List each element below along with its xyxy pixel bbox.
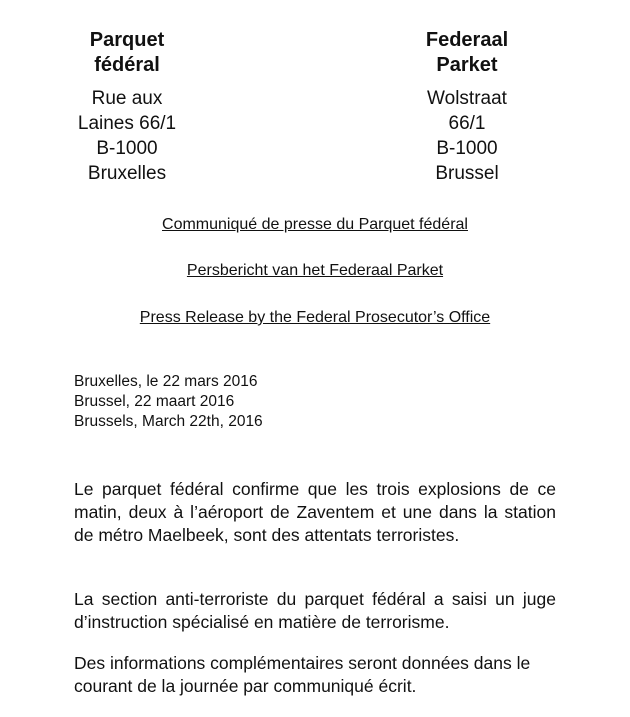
address-line: Rue aux: [91, 88, 163, 109]
org-name-line: fédéral: [94, 54, 160, 76]
dateline-english: Brussels, March 22th, 2016: [74, 413, 263, 430]
dateline-block: [74, 372, 263, 432]
body-paragraph-2: La section anti-terroriste du parquet fédéral a saisi un juge d’instruction spécialisé en matière de terrorisme.: [74, 589, 556, 632]
title-english: Press Release by the Federal Prosecutor’s Office: [139, 309, 491, 326]
org-name-line: Federaal: [425, 29, 509, 51]
title-french: Communiqué de presse du Parquet fédéral: [162, 216, 468, 233]
org-name-french: [52, 28, 202, 78]
org-name-line: Parquet: [89, 29, 165, 51]
org-name-line: Parket: [436, 54, 498, 76]
address-french: [52, 86, 202, 186]
address-line: 66/1: [448, 113, 486, 134]
dateline-dutch: Brussel, 22 maart 2016: [74, 393, 235, 410]
address-line: Brussel: [435, 163, 499, 184]
title-dutch: Persbericht van het Federaal Parket: [186, 262, 444, 279]
dateline-french: Bruxelles, le 22 mars 2016: [74, 373, 258, 390]
header-right-dutch: [392, 28, 542, 186]
address-line: B-1000: [96, 138, 158, 159]
address-line: Bruxelles: [87, 163, 167, 184]
body-paragraph-3: Des informations complémentaires seront données dans le courant de la journée par communiqué écrit.: [74, 653, 531, 696]
address-line: Wolstraat: [427, 88, 507, 109]
address-line: B-1000: [436, 138, 498, 159]
org-name-dutch: [392, 28, 542, 78]
address-dutch: [392, 86, 542, 186]
address-line: Laines 66/1: [77, 113, 177, 134]
body-paragraph-1: Le parquet fédéral confirme que les trois explosions de ce matin, deux à l’aéroport de Zaventem et une dans la station de métro Maelbeek, sont des attentats terroristes.: [74, 479, 556, 545]
header-left-french: [52, 28, 202, 186]
